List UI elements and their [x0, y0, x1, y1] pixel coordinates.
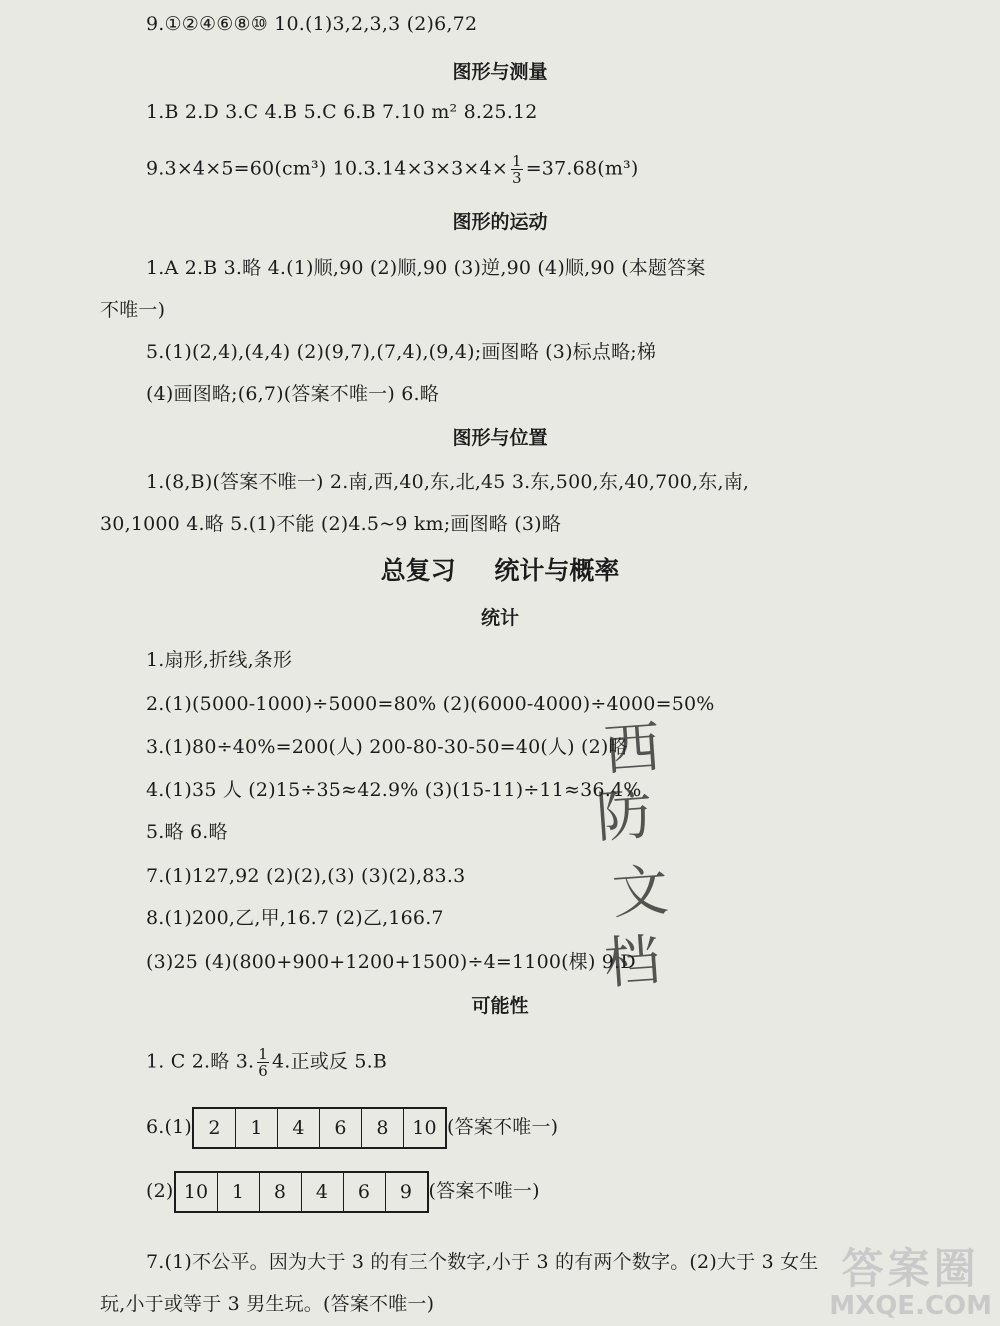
watermark-url: MXQE.COM — [829, 1291, 992, 1321]
answer-line: (3)25 (4)(800+900+1200+1500)÷4=1100(棵) 9.D — [146, 951, 636, 973]
answer-line: 不唯一) — [100, 299, 166, 321]
number-box: 10 — [412, 1117, 437, 1139]
number-box: 4 — [278, 1109, 320, 1147]
answer-text: (2) — [146, 1180, 174, 1202]
answer-text: (答案不唯一) — [428, 1180, 540, 1202]
chapter-heading: 总复习 统计与概率 — [380, 556, 620, 585]
answer-text: 9.3×4×5=60(cm³) 10.3.14×3×3×4× — [146, 157, 508, 180]
fraction-denominator: 6 — [258, 1062, 268, 1080]
answer-line-with-boxes — [146, 1170, 540, 1212]
answer-text: =37.68(m³) — [525, 157, 639, 180]
section-heading: 可能性 — [471, 995, 529, 1017]
answer-line: 5.(1)(2,4),(4,4) (2)(9,7),(7,4),(9,4);画图略 (3)标点略;梯 — [146, 341, 657, 363]
site-watermark — [829, 1246, 992, 1320]
answer-line: 7.(1)127,92 (2)(2),(3) (3)(2),83.3 — [146, 865, 466, 887]
fraction-numerator: 1 — [511, 152, 522, 170]
fraction-denominator: 3 — [511, 169, 522, 187]
answer-line: 8.(1)200,乙,甲,16.7 (2)乙,166.7 — [146, 907, 444, 929]
number-box: 6 — [320, 1109, 362, 1147]
section-heading: 图形与位置 — [452, 427, 548, 449]
answer-text: 4.正或反 5.B — [272, 1050, 388, 1073]
answer-line: 玩,小于或等于 3 男生玩。(答案不唯一) — [100, 1293, 435, 1315]
answer-line: 3.(1)80÷40%=200(人) 200-80-30-50=40(人) (2)略 — [146, 736, 628, 758]
answer-line: 30,1000 4.略 5.(1)不能 (2)4.5~9 km;画图略 (3)略 — [100, 513, 561, 535]
number-box: 4 — [302, 1173, 344, 1211]
answer-line: 7.(1)不公平。因为大于 3 的有三个数字,小于 3 的有两个数字。(2)大于 3 女生 — [146, 1251, 819, 1273]
answer-line: 5.略 6.略 — [146, 821, 228, 843]
answer-text: 6.(1) — [146, 1116, 193, 1138]
fraction — [257, 1046, 269, 1079]
number-box: 1 — [236, 1109, 278, 1147]
number-box-row — [174, 1171, 429, 1213]
number-box: 2 — [194, 1109, 236, 1147]
answer-line-with-fraction — [146, 153, 638, 186]
fraction-numerator: 1 — [258, 1045, 268, 1063]
answer-line: 1.B 2.D 3.C 4.B 5.C 6.B 7.10 m² 8.25.12 — [146, 101, 538, 123]
section-heading: 图形的运动 — [452, 211, 548, 233]
answer-line: 2.(1)(5000-1000)÷5000=80% (2)(6000-4000)÷4000=50% — [146, 693, 715, 715]
answer-line: 1.(8,B)(答案不唯一) 2.南,西,40,东,北,45 3.东,500,东,40,700,东,南, — [146, 471, 750, 493]
answer-line: 1.扇形,折线,条形 — [146, 649, 293, 671]
number-box: 8 — [362, 1109, 404, 1147]
number-box: 9 — [399, 1181, 413, 1203]
answer-line-with-fraction — [146, 1046, 387, 1079]
number-box: 10 — [176, 1173, 218, 1211]
number-box-row — [192, 1107, 447, 1149]
number-box: 1 — [218, 1173, 260, 1211]
section-heading: 统计 — [480, 607, 519, 629]
watermark-title: 答案圈 — [841, 1244, 980, 1293]
answer-line-with-boxes — [146, 1106, 558, 1148]
answer-line: 1.A 2.B 3.略 4.(1)顺,90 (2)顺,90 (3)逆,90 (4)顺,90 (本题答案 — [146, 257, 706, 279]
section-heading: 图形与测量 — [452, 61, 548, 83]
fraction — [511, 153, 523, 186]
answer-line: 4.(1)35 人 (2)15÷35≈42.9% (3)(15-11)÷11≈36.4% — [146, 779, 642, 801]
handwriting-char: 西 — [602, 715, 663, 784]
handwriting-char: 档 — [602, 928, 663, 997]
answer-text: (答案不唯一) — [447, 1116, 559, 1138]
handwriting-char: 文 — [610, 858, 671, 927]
answer-text: 1. C 2.略 3. — [146, 1050, 255, 1073]
handwriting-char: 防 — [594, 782, 655, 851]
number-box: 6 — [344, 1173, 386, 1211]
answer-line: 9.①②④⑥⑧⑩ 10.(1)3,2,3,3 (2)6,72 — [146, 13, 478, 35]
number-box: 8 — [260, 1173, 302, 1211]
answer-line: (4)画图略;(6,7)(答案不唯一) 6.略 — [146, 383, 439, 405]
